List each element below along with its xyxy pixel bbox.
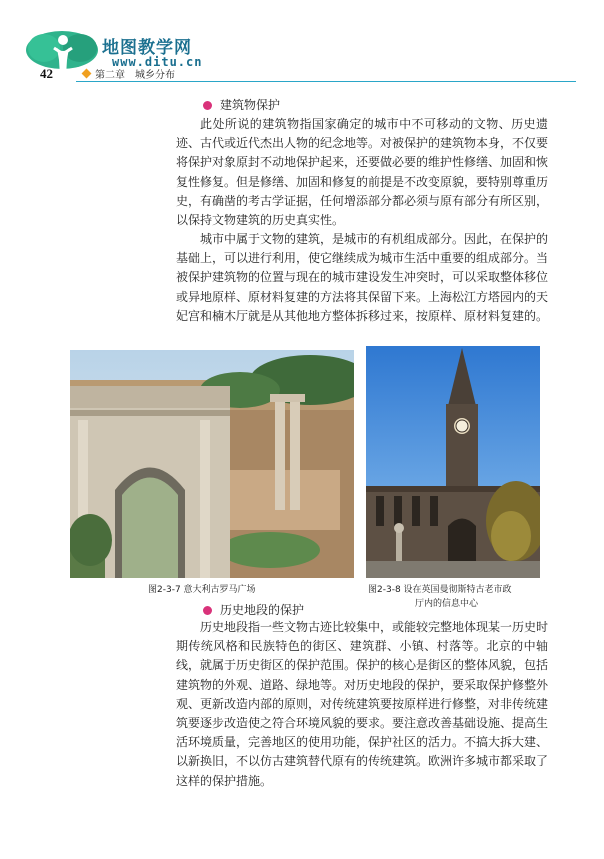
section-heading-building-protection <box>203 96 280 113</box>
chapter-title: 第二章 城乡分布 <box>95 70 175 81</box>
section-heading-text: 历史地段的保护 <box>220 603 305 617</box>
site-logo-url: www.ditu.cn <box>112 55 203 69</box>
site-logo-title: 地图教学网 <box>102 38 192 58</box>
bullet-dot-icon <box>203 606 212 615</box>
page-number: 42 <box>40 66 53 81</box>
figure-caption-roman-forum: 图2-3-7 意大利古罗马广场 <box>148 585 256 595</box>
photo-manchester-town-hall <box>366 346 540 578</box>
paragraph: 此处所说的建筑物指国家确定的城市中不可移动的文物、历史遗迹、古代或近代杰出人物的纪念地等。对被保护的建筑物本身，不仅要将保护对象原封不动地保护起来，还要做必要的维护性修缮、加固和恢复性修复。但是修缮、加固和修复的前提是不改变原貌，要特别尊重历史，有确凿的考古学证据，任何增添部分都必须与原有部分有所区别，以保持文物建筑的历史真实性。 <box>176 117 549 228</box>
figure-caption-manchester: 图2-3-8 设在英国曼彻斯特古老市政 <box>368 585 512 595</box>
header-divider <box>76 81 576 82</box>
site-logo-icon <box>24 28 102 78</box>
section-heading-historic-district <box>203 601 304 618</box>
section-heading-text: 建筑物保护 <box>220 98 281 112</box>
bullet-dot-icon <box>203 101 212 110</box>
paragraph: 历史地段指一些文物古迹比较集中，或能较完整地体现某一历史时期传统风格和民族特色的街区、建筑群、小镇、村落等。北京的中轴线，就属于历史街区的保护范围。保护的核心是街区的整体风貌，包括建筑物的外观、道路、绿地等。对历史地段的保护，要采取保护修整外观、更新改造内部的原则，对传统建筑要按原样进行修整，对非传统建筑要逐步改造使之符合环境风貌的要求。要注意改善基础设施、提高生活环境质量，完善地区的使用功能，保护社区的活力。不搞大拆大建、以新换旧，不以仿古建筑替代原有的传统建筑。欧洲许多城市都采取了这样的保护措施。 <box>176 620 549 788</box>
paragraph: 城市中属于文物的建筑，是城市的有机组成部分。因此，在保护的基础上，可以进行利用，使它继续成为城市生活中重要的组成部分。当被保护建筑物的位置与现在的城市建设发生冲突时，可以采取整体移位或异地原样、原材料复建的方法将其保留下来。上海松江方塔园内的天妃宫和楠木厅就是从其他地方整体拆移过来，按原样、原材料复建的。 <box>176 232 549 323</box>
figure-caption-manchester-line2: 厅内的信息中心 <box>415 599 479 609</box>
photo-roman-forum <box>70 350 354 578</box>
